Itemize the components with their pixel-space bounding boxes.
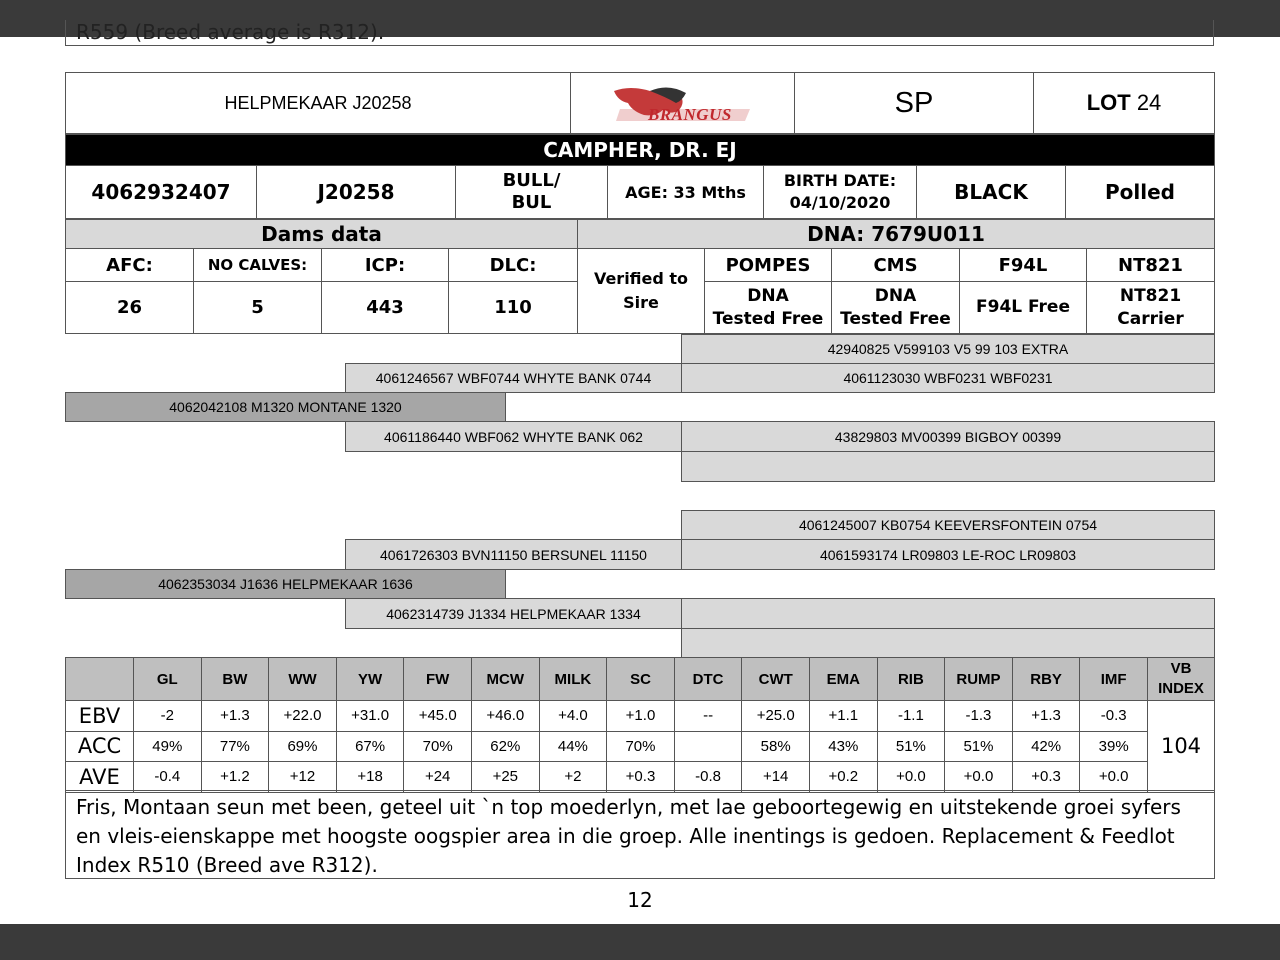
ebv-header-rib xyxy=(877,657,946,701)
pedigree-dd-sire xyxy=(681,598,1215,629)
ebv-row-label-acc xyxy=(65,731,134,763)
brangus-logo xyxy=(610,81,755,125)
ebv-cell-text: +0.0 xyxy=(963,768,994,786)
dna-header-nt821 xyxy=(1086,248,1215,282)
ebv-cell xyxy=(741,700,810,732)
dams-value-dlc xyxy=(448,281,578,334)
ebv-cell xyxy=(201,700,270,732)
pedigree-ds-sire xyxy=(681,510,1215,540)
ebv-cell xyxy=(268,700,337,732)
ebv-cell xyxy=(403,700,472,732)
dna-value-text: DNA Tested Free xyxy=(712,285,824,329)
dams-header-text: NO CALVES: xyxy=(207,256,308,274)
ebv-cell xyxy=(741,731,810,763)
ebv-cell xyxy=(268,731,337,763)
sex: BULL/ BUL xyxy=(502,169,561,213)
ebv-header-fw-text: FW xyxy=(426,670,450,688)
ebv-cell-text: 44% xyxy=(557,737,588,755)
logo-text: BRANGUS xyxy=(648,105,732,124)
verified-sire: Verified to Sire xyxy=(593,269,689,312)
ebv-cell xyxy=(1012,731,1081,763)
ebv-cell-text: 51% xyxy=(895,737,926,755)
ebv-cell-text: +0.0 xyxy=(896,768,926,786)
ebv-cell xyxy=(471,700,540,732)
pedigree-text: 4061186440 WBF062 WHYTE BANK 062 xyxy=(384,428,643,445)
dams-value-text: 5 xyxy=(251,297,264,318)
dams-value-text: 110 xyxy=(494,297,532,318)
ebv-cell xyxy=(539,761,608,793)
ebv-cell xyxy=(1012,700,1081,732)
breeder-bar xyxy=(65,134,1215,166)
ebv-cell-text: 42% xyxy=(1031,737,1062,755)
dna-value-pompes xyxy=(704,281,832,334)
ebv-header-ema-text: EMA xyxy=(826,670,860,688)
ebv-header-sc-text: SC xyxy=(630,670,651,688)
ebv-cell xyxy=(268,761,337,793)
dna-value-text: NT821 Carrier xyxy=(1117,285,1184,329)
horn: Polled xyxy=(1105,180,1175,204)
ebv-cell-text: -0.3 xyxy=(1100,707,1127,725)
ebv-header-milk xyxy=(539,657,608,701)
ebv-vb-index-value xyxy=(1147,700,1215,793)
ebv-cell-text: 39% xyxy=(1098,737,1129,755)
ebv-cell xyxy=(539,731,608,763)
ebv-row-label-acc-text: ACC xyxy=(77,734,122,759)
ebv-cell xyxy=(944,700,1013,732)
ebv-cell-text: +14 xyxy=(762,768,789,786)
ebv-cell xyxy=(606,700,675,732)
ebv-cell xyxy=(606,761,675,793)
ebv-cell xyxy=(1012,761,1081,793)
ebv-header-dtc-text: DTC xyxy=(692,670,724,688)
ebv-cell-text: +31.0 xyxy=(351,707,390,725)
dna-header-text: POMPES xyxy=(725,254,811,276)
ebv-cell-text: +2 xyxy=(564,768,582,786)
ebv-cell-text: +1.0 xyxy=(625,707,656,725)
ebv-cell-text: 51% xyxy=(963,737,994,755)
pedigree-text: 4061245007 KB0754 KEEVERSFONTEIN 0754 xyxy=(798,517,1098,533)
ebv-cell xyxy=(403,731,472,763)
pedigree-s-dam xyxy=(345,421,682,452)
dna-header-text: F94L xyxy=(998,254,1048,276)
ebv-cell xyxy=(1079,731,1148,763)
pedigree-text: 4062042108 M1320 MONTANE 1320 xyxy=(169,399,402,415)
ebv-cell-text: +0.3 xyxy=(625,768,656,786)
pedigree-text: 4062353034 J1636 HELPMEKAAR 1636 xyxy=(158,576,413,592)
pedigree-text: 42940825 V599103 V5 99 103 EXTRA xyxy=(827,341,1069,357)
dna-value-cms xyxy=(831,281,960,334)
ebv-cell xyxy=(809,700,878,732)
ebv-header-vb-index-text: VB INDEX xyxy=(1158,659,1204,697)
ebv-cell xyxy=(336,731,405,763)
age-cell xyxy=(607,165,764,219)
ebv-cell xyxy=(877,761,946,793)
dna-header-text: NT821 xyxy=(1118,254,1183,276)
dams-title-cell xyxy=(65,219,578,249)
dams-header-text: ICP: xyxy=(364,254,406,276)
ebv-vb-index-value-text: 104 xyxy=(1160,734,1202,759)
ebv-header-bw-text: BW xyxy=(222,670,248,688)
ebv-header-mcw-text: MCW xyxy=(486,670,525,688)
ebv-cell xyxy=(403,761,472,793)
age: AGE: 33 Mths xyxy=(625,182,746,202)
ebv-cell xyxy=(809,761,878,793)
pedigree-text: 4061593174 LR09803 LE-ROC LR09803 xyxy=(819,546,1077,563)
ebv-cell xyxy=(674,731,743,763)
pedigree-sd-sire xyxy=(681,421,1215,452)
ebv-header-cwt-text: CWT xyxy=(758,670,793,688)
ebv-cell-text: +18 xyxy=(357,768,383,786)
ebv-cell xyxy=(133,761,202,793)
pedigree-text: 4061726303 BVN11150 BERSUNEL 11150 xyxy=(380,546,647,563)
ebv-cell-text: +0.3 xyxy=(1031,768,1061,786)
ebv-cell-text: -0.4 xyxy=(154,768,181,786)
ebv-cell-text: 67% xyxy=(355,737,386,755)
ebv-header-bw xyxy=(201,657,270,701)
ebv-header-rump-text: RUMP xyxy=(956,670,1001,688)
ebv-cell xyxy=(336,700,405,732)
ebv-cell xyxy=(133,700,202,732)
sex-cell xyxy=(455,165,608,219)
ebv-header-corner xyxy=(65,657,134,701)
ebv-cell xyxy=(133,731,202,763)
ebv-cell-text: 69% xyxy=(287,737,318,755)
dams-header-calves xyxy=(193,248,322,282)
ebv-cell-text: 70% xyxy=(422,737,453,755)
ebv-cell xyxy=(674,700,743,732)
ebv-cell-text: +0.0 xyxy=(1098,768,1129,786)
dna-value-f94l xyxy=(959,281,1087,334)
ebv-cell-text: +4.0 xyxy=(558,707,588,725)
ebv-cell xyxy=(336,761,405,793)
pedigree-ss-dam xyxy=(681,363,1215,393)
lot-cell xyxy=(1033,72,1215,134)
ebv-row-label-ebv xyxy=(65,700,134,732)
ebv-header-rump xyxy=(944,657,1013,701)
dams-value-text: 26 xyxy=(116,297,143,318)
ebv-cell-text: -1.1 xyxy=(897,707,924,725)
dna-title: DNA: 7679U011 xyxy=(807,222,985,246)
animal-name-cell xyxy=(65,72,571,134)
ebv-cell xyxy=(674,761,743,793)
ebv-header-ema xyxy=(809,657,878,701)
ebv-header-imf xyxy=(1079,657,1148,701)
id-number-cell xyxy=(65,165,257,219)
ebv-header-mcw xyxy=(471,657,540,701)
ebv-header-dtc xyxy=(674,657,743,701)
ebv-header-milk-text: MILK xyxy=(554,670,592,688)
comment-text: Fris, Montaan seun met been, geteel uit `n top moederlyn, met lae geboortegewig en uitstekende groei syfers en vleis-eienskappe met hoogste oogspier area in die groep. Alle inentings is gedoen. Replacement & Feedlot Index R510 (Breed ave R312). xyxy=(76,795,1181,877)
ebv-cell-text: +22.0 xyxy=(283,707,322,725)
ebv-cell-text: 43% xyxy=(828,737,859,755)
ebv-cell xyxy=(809,731,878,763)
pedigree-text: 43829803 MV00399 BIGBOY 00399 xyxy=(834,428,1062,445)
dna-header-cms xyxy=(831,248,960,282)
breeder-name: CAMPHER, DR. EJ xyxy=(543,138,737,162)
ebv-header-gl xyxy=(133,657,202,701)
dams-value-icp xyxy=(321,281,449,334)
previous-entry-fragment xyxy=(65,20,1214,46)
dna-header-pompes xyxy=(704,248,832,282)
ebv-cell-text: -1.3 xyxy=(965,707,992,725)
pedigree-dd-dam xyxy=(681,628,1215,658)
ebv-cell xyxy=(944,731,1013,763)
id-number: 4062932407 xyxy=(91,180,231,204)
ebv-header-rby xyxy=(1012,657,1081,701)
ebv-row-label-ave-text: AVE xyxy=(79,764,120,789)
ebv-cell-text: -0.8 xyxy=(695,768,722,786)
dna-value-nt821 xyxy=(1086,281,1215,334)
ebv-cell-text: -2 xyxy=(160,707,174,725)
verified-sire-cell xyxy=(577,248,705,334)
logo-cell xyxy=(570,72,795,134)
dams-header-text: AFC: xyxy=(106,254,153,276)
pedigree-d-sire xyxy=(345,539,682,570)
ebv-row-label-ebv-text: EBV xyxy=(78,703,121,728)
tag: J20258 xyxy=(317,180,395,204)
dams-header-text: DLC: xyxy=(489,254,537,276)
lot-label: LOT xyxy=(1086,90,1131,115)
ebv-header-imf-text: IMF xyxy=(1100,670,1127,688)
pedigree-d-dam xyxy=(345,598,682,629)
dams-value-afc xyxy=(65,281,194,334)
ebv-cell xyxy=(1079,700,1148,732)
color: BLACK xyxy=(954,180,1028,204)
dams-header-afc xyxy=(65,248,194,282)
dna-title-cell xyxy=(577,219,1215,249)
ebv-header-yw-text: YW xyxy=(358,670,383,688)
ebv-cell-text: 49% xyxy=(152,737,183,755)
ebv-cell-text: +1.3 xyxy=(1031,707,1061,725)
ebv-cell-text: 62% xyxy=(490,737,521,755)
ebv-cell xyxy=(1079,761,1148,793)
sp-label: SP xyxy=(894,86,934,119)
ebv-header-cwt xyxy=(741,657,810,701)
pedigree-text: 4061123030 WBF0231 WBF0231 xyxy=(843,370,1053,386)
dams-value-text: 443 xyxy=(366,297,404,318)
color-cell xyxy=(916,165,1066,219)
ebv-header-ww xyxy=(268,657,337,701)
pedigree-dam xyxy=(65,569,506,599)
pedigree-sd-dam xyxy=(681,451,1215,482)
pedigree-text: 4061246567 WBF0744 WHYTE BANK 0744 xyxy=(375,370,652,386)
dna-value-text: F94L Free xyxy=(976,297,1070,318)
ebv-header-rib-text: RIB xyxy=(897,670,924,688)
ebv-header-ww-text: WW xyxy=(288,670,317,688)
ebv-cell xyxy=(471,761,540,793)
ebv-header-yw xyxy=(336,657,405,701)
comment-box xyxy=(65,790,1215,879)
ebv-cell xyxy=(201,761,270,793)
dams-title: Dams data xyxy=(261,222,382,246)
pedigree-ss-sire xyxy=(681,334,1215,364)
page-number xyxy=(600,888,680,912)
ebv-cell-text: 77% xyxy=(219,737,250,755)
ebv-cell-text: +46.0 xyxy=(486,707,525,725)
birth-date: BIRTH DATE: 04/10/2020 xyxy=(783,170,897,212)
ebv-header-rby-text: RBY xyxy=(1030,670,1062,688)
ebv-cell xyxy=(539,700,608,732)
ebv-cell-text: +0.2 xyxy=(828,768,859,786)
ebv-cell-text: +25.0 xyxy=(756,707,795,725)
ebv-cell-text: +1.1 xyxy=(828,707,859,725)
ebv-header-vb-index xyxy=(1147,657,1215,701)
ebv-cell-text: +1.3 xyxy=(220,707,250,725)
ebv-header-sc xyxy=(606,657,675,701)
ebv-header-gl-text: GL xyxy=(156,670,178,688)
lot-number: 24 xyxy=(1136,90,1162,115)
ebv-cell-text: 58% xyxy=(760,737,791,755)
ebv-cell xyxy=(606,731,675,763)
ebv-cell-text: +25 xyxy=(492,768,519,786)
dams-value-calves xyxy=(193,281,322,334)
ebv-cell-text: +1.2 xyxy=(220,768,250,786)
tag-cell xyxy=(256,165,456,219)
previous-entry-text: R559 (Breed average is R312). xyxy=(76,20,385,44)
birth-date-cell xyxy=(763,165,917,219)
dna-header-text: CMS xyxy=(873,254,918,276)
ebv-cell xyxy=(201,731,270,763)
page-number-text: 12 xyxy=(627,888,653,912)
pedigree-s-sire xyxy=(345,363,682,393)
ebv-cell xyxy=(741,761,810,793)
ebv-cell-text: +24 xyxy=(424,768,451,786)
dna-value-text: DNA Tested Free xyxy=(840,285,951,329)
pedigree-text: 4062314739 J1334 HELPMEKAAR 1334 xyxy=(386,605,641,622)
dams-header-icp xyxy=(321,248,449,282)
horn-cell xyxy=(1065,165,1215,219)
ebv-cell-text: -- xyxy=(703,707,714,725)
pedigree-sire xyxy=(65,392,506,422)
pedigree-ds-dam xyxy=(681,539,1215,570)
viewer-bottom-bar xyxy=(0,924,1280,960)
ebv-cell-text: 70% xyxy=(625,737,656,755)
ebv-cell xyxy=(471,731,540,763)
ebv-cell xyxy=(877,700,946,732)
sp-cell xyxy=(794,72,1034,134)
ebv-cell xyxy=(877,731,946,763)
ebv-cell-text: +45.0 xyxy=(418,707,457,725)
ebv-header-fw xyxy=(403,657,472,701)
dams-header-dlc xyxy=(448,248,578,282)
ebv-row-label-ave xyxy=(65,761,134,793)
ebv-cell xyxy=(944,761,1013,793)
ebv-cell-text: +12 xyxy=(289,768,316,786)
dna-header-f94l xyxy=(959,248,1087,282)
animal-name: HELPMEKAAR J20258 xyxy=(224,92,412,113)
